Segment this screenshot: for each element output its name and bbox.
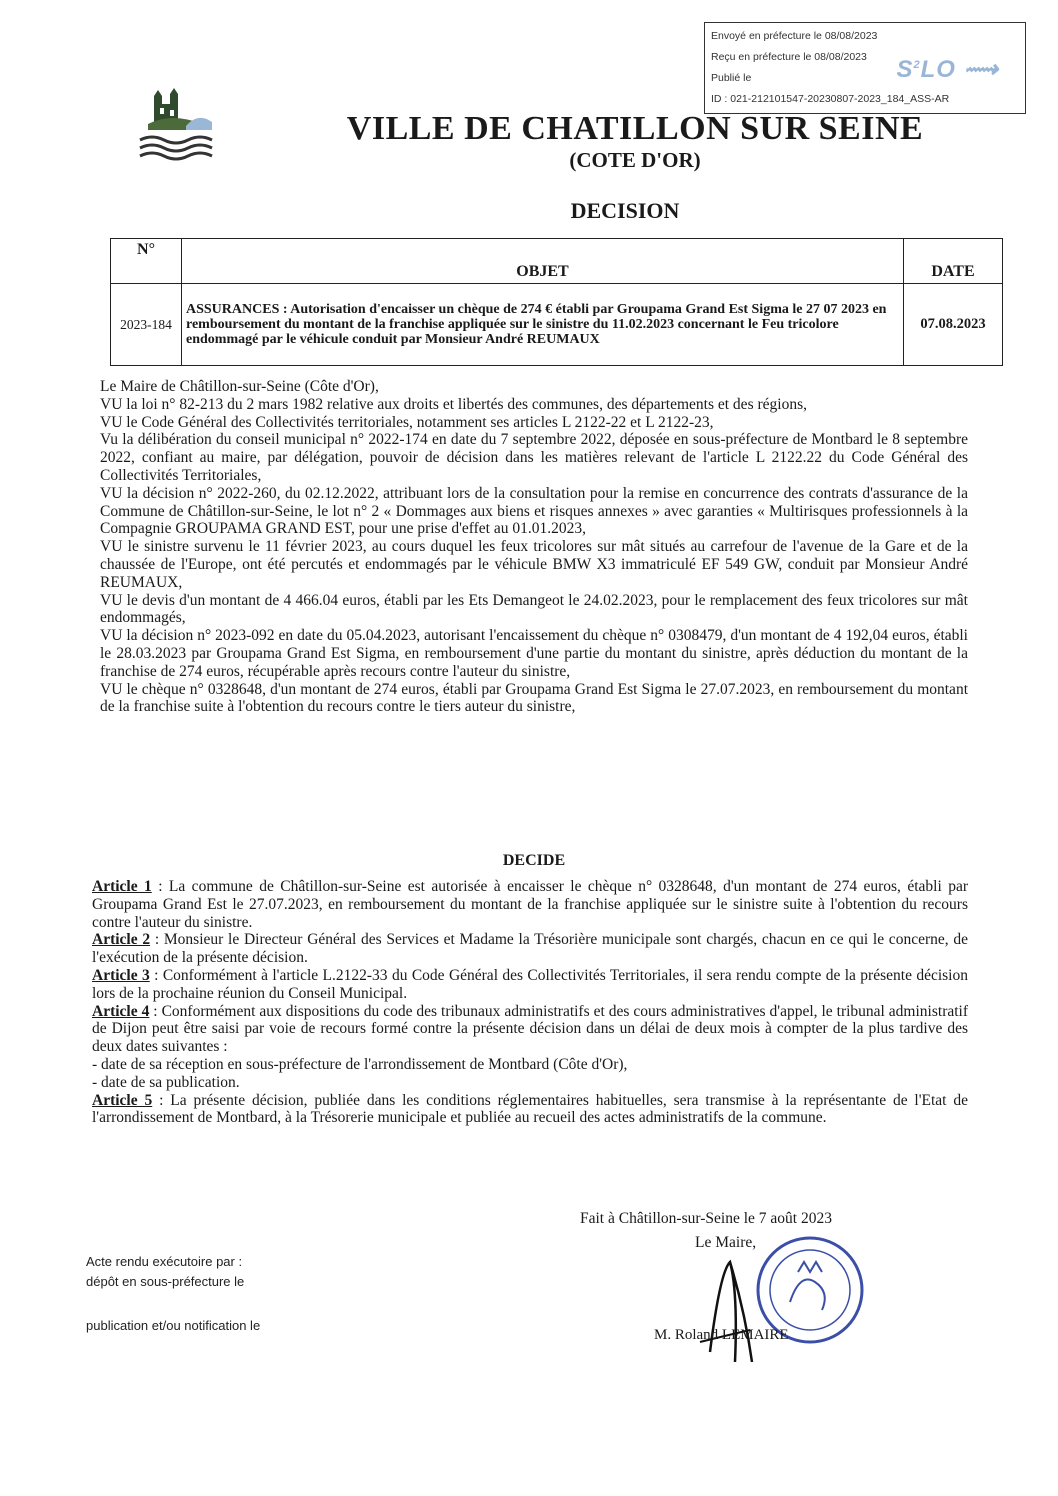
mayor-name: M. Roland LEMAIRE — [654, 1327, 789, 1343]
article-sep: : — [149, 966, 163, 984]
consideration-line: Vu la délibération du conseil municipal n° 2022-174 en date du 7 septembre 2022, déposée en sous-préfecture de Montbard le 8 septembre 2022, confiant au maire, par délégation, pouvoir de décision dans les matières relevant de l'article L 2122.22 du Code Général des Collectivités Territoriales, — [100, 431, 968, 484]
article-text: Conformément à l'article L.2122-33 du Code Général des Collectivités Territoriales, il sera rendu compte de la présente décision lors de la prochaine réunion du Conseil Municipal. — [92, 966, 968, 1002]
col-number-header: N° — [111, 239, 182, 284]
article-sep: : — [150, 931, 164, 949]
executory-note — [86, 1252, 260, 1336]
article-label: Article 3 — [92, 966, 150, 984]
col-object-header: OBJET — [182, 239, 904, 284]
consideration-line: VU le Code Général des Collectivités territoriales, notamment ses articles L 2122-22 et L 2122-23, — [100, 413, 714, 431]
stamp-id-line: ID : 021-212101547-20230807-2023_184_ASS-AR — [711, 93, 950, 105]
page-title: VILLE DE CHATILLON SUR SEINE — [346, 110, 924, 147]
article-label: Article 2 — [92, 931, 151, 949]
consideration-line: VU la décision n° 2022-260, du 02.12.2022, attribuant lors de la consultation pour la remise en concurrence des contrats d'assurance de la Commune de Châtillon-sur-Seine, le lot n° 2 « Dommages aux biens et risques annexes » avec garanties « Multirisques professionnels à la Compagnie GROUPAMA GRAND EST, pour une prise d'effet au 01.01.2023, — [100, 484, 968, 538]
decision-number: 2023-184 — [111, 284, 182, 366]
consideration-line: VU le devis d'un montant de 4 466.04 euros, établi par les Ets Demangeot le 24.02.2023, pour le remplacement des feux tricolores sur mât endommagés, — [100, 591, 968, 627]
city-logo-icon — [132, 82, 222, 164]
article-sep: : — [151, 878, 169, 895]
article-label: Article 5 — [92, 1091, 153, 1109]
mayor-seal-signature — [690, 1232, 880, 1372]
consideration-line: VU la décision n° 2023-092 en date du 05.04.2023, autorisant l'encaissement du chèque n° 0308479, d'un montant de 4 192,04 euros, établi le 28.03.2023 par Groupama Grand Est Sigma, en remboursement d'une partie du montant du sinistre, après déduction du montant de la franchise de 274 euros, récupérable après recours contre l'auteur du sinistre, — [100, 627, 968, 680]
consideration-line: Le Maire de Châtillon-sur-Seine (Côte d'Or), — [100, 378, 379, 395]
col-date-header: DATE — [904, 239, 1003, 284]
decision-date: 07.08.2023 — [904, 284, 1003, 366]
article-text: La commune de Châtillon-sur-Seine est autorisée à encaisser le chèque n° 0328648, d'un montant de 274 euros, établi par Groupama Grand Est le 27.07.2023, en remboursement du montant de la franchise appliquée sur le sinistre suite à l'obtention du recours contre l'auteur du sinistre. — [92, 878, 968, 931]
article-label: Article 1 — [92, 878, 152, 895]
stamp-sent-line: Envoyé en préfecture le 08/08/2023 — [711, 30, 878, 42]
article-text: La présente décision, publiée dans les conditions réglementaires habituelles, sera transmise à la représentante de l'Etat de l'arrondissement de Montbard, à la Trésorerie municipale et publiée au recueil des actes administratifs de la commune. — [92, 1091, 968, 1127]
considerations — [100, 378, 968, 716]
decide-heading: DECIDE — [502, 852, 566, 869]
decision-object: ASSURANCES : Autorisation d'encaisser un chèque de 274 € établi par Groupama Grand Est Sigma le 27 07 2023 en remboursement du montant de la franchise appliquée sur le sinistre du 11.02.2023 concernant le Feu tricolore endommagé par le véhicule conduit par Monsieur André REUMAUX — [182, 284, 904, 366]
article-5 — [92, 1092, 968, 1128]
executory-line: Acte rendu exécutoire par : — [86, 1254, 243, 1269]
article-3 — [92, 967, 968, 1003]
consideration-line: VU le chèque n° 0328648, d'un montant de 274 euros, établi par Groupama Grand Est Sigma le 27.07.2023, en remboursement du montant de la franchise suite à l'obtention du recours contre le tiers auteur du sinistre, — [100, 680, 968, 716]
article-2 — [92, 931, 968, 967]
article-4-item: - date de sa réception en sous-préfecture de l'arrondissement de Montbard (Côte d'Or), — [92, 1055, 628, 1073]
article-1 — [92, 878, 968, 931]
articles — [92, 878, 968, 1127]
consideration-line: VU la loi n° 82-213 du 2 mars 1982 relative aux droits et libertés des communes, des départements et des régions, — [100, 395, 807, 413]
mayor-role: Le Maire, — [695, 1234, 757, 1251]
document-type: DECISION — [570, 198, 680, 223]
article-sep: : — [149, 1002, 162, 1020]
executory-line: publication et/ou notification le — [86, 1318, 261, 1333]
executory-line: dépôt en sous-préfecture le — [86, 1274, 245, 1289]
done-at: Fait à Châtillon-sur-Seine le 7 août 2023 — [580, 1210, 832, 1227]
s2lo-logo: $S^2LO$ ⟿ — [896, 56, 999, 83]
article-4-item: - date de sa publication. — [92, 1073, 240, 1091]
article-text: Conformément aux dispositions du code des tribunaux administratifs et des cours administratives d'appel, le tribunal administratif de Dijon peut être saisi par voie de recours formé contre la présente décision dans un délai de deux mois à compter de la plus tardive des deux dates suivantes : — [92, 1002, 969, 1056]
stamp-published-line: Publié le — [711, 72, 752, 84]
page-subtitle: (COTE D'OR) — [569, 148, 701, 172]
article-label: Article 4 — [92, 1002, 150, 1020]
decision-table — [110, 238, 1003, 366]
article-4 — [92, 1003, 968, 1056]
stamp-received-line: Reçu en préfecture le 08/08/2023 — [711, 51, 867, 63]
article-sep: : — [152, 1091, 171, 1109]
consideration-line: VU le sinistre survenu le 11 février 2023, au cours duquel les feux tricolores sur mât situés au carrefour de l'avenue de la Gare et de la chaussée de l'Europe, ont été percutés et endommagés par le véhicule BMW X3 immatriculé EF 549 GW, conduit par Monsieur André REUMAUX, — [100, 538, 968, 591]
article-text: Monsieur le Directeur Général des Services et Madame la Trésorière municipale sont chargés, chacun en ce qui le concerne, de l'exécution de la présente décision. — [92, 931, 968, 967]
prefecture-stamp — [704, 22, 1026, 114]
